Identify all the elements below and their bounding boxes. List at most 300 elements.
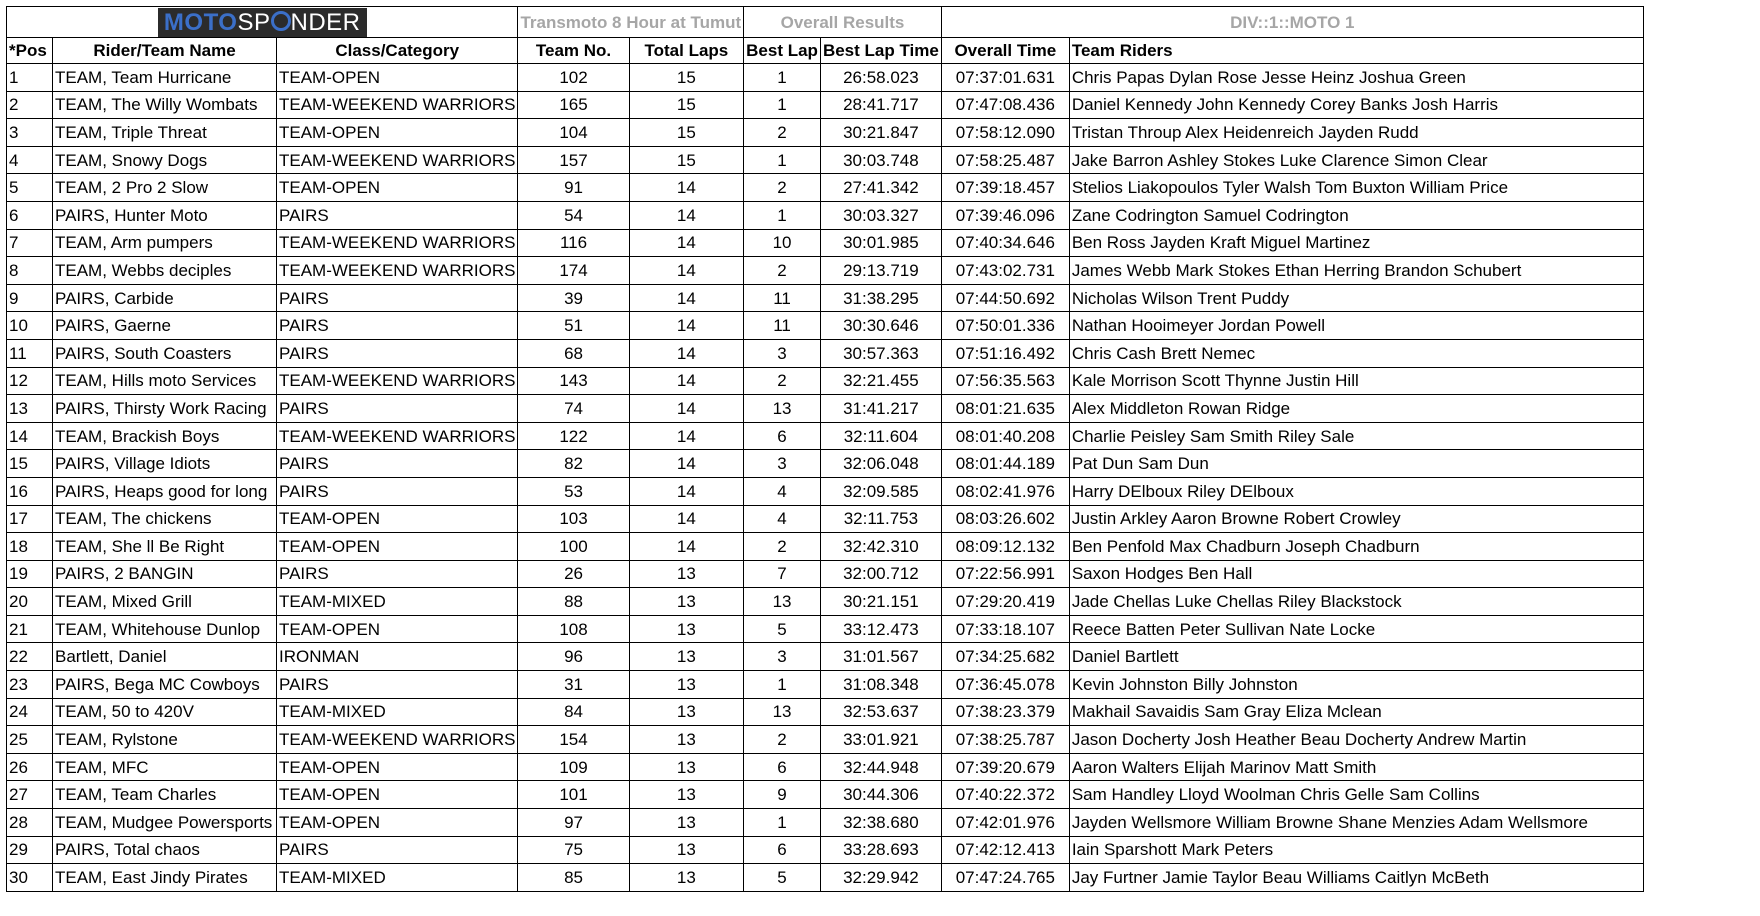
- cell-name: TEAM, MFC: [53, 753, 277, 781]
- cell-team-no: 97: [518, 809, 629, 837]
- cell-team-no: 174: [518, 257, 629, 285]
- cell-best-lap-time: 32:29.942: [820, 864, 941, 892]
- cell-best-lap-time: 32:42.310: [820, 533, 941, 561]
- cell-class: TEAM-OPEN: [277, 505, 518, 533]
- cell-best-lap: 6: [744, 753, 821, 781]
- table-row: [7, 257, 1644, 285]
- col-header-overall-time: Overall Time: [941, 38, 1069, 64]
- cell-best-lap-time: 30:03.327: [820, 201, 941, 229]
- table-row: [7, 615, 1644, 643]
- cell-team-no: 91: [518, 174, 629, 202]
- cell-team-riders: Saxon Hodges Ben Hall: [1069, 560, 1643, 588]
- cell-team-no: 143: [518, 367, 629, 395]
- cell-pos: 13: [7, 395, 53, 423]
- cell-team-riders: Charlie Peisley Sam Smith Riley Sale: [1069, 422, 1643, 450]
- cell-total-laps: 14: [629, 450, 744, 478]
- table-row: [7, 229, 1644, 257]
- cell-overall-time: 07:42:12.413: [941, 836, 1069, 864]
- cell-total-laps: 14: [629, 312, 744, 340]
- cell-overall-time: 07:39:18.457: [941, 174, 1069, 202]
- cell-team-riders: Jake Barron Ashley Stokes Luke Clarence Simon Clear: [1069, 146, 1643, 174]
- cell-total-laps: 13: [629, 781, 744, 809]
- cell-total-laps: 14: [629, 284, 744, 312]
- cell-best-lap: 1: [744, 146, 821, 174]
- cell-best-lap: 3: [744, 450, 821, 478]
- cell-overall-time: 07:39:20.679: [941, 753, 1069, 781]
- cell-team-riders: Alex Middleton Rowan Ridge: [1069, 395, 1643, 423]
- cell-team-no: 51: [518, 312, 629, 340]
- cell-class: TEAM-OPEN: [277, 64, 518, 92]
- cell-overall-time: 08:03:26.602: [941, 505, 1069, 533]
- cell-best-lap: 11: [744, 312, 821, 340]
- cell-class: TEAM-WEEKEND WARRIORS: [277, 422, 518, 450]
- cell-name: TEAM, Webbs deciples: [53, 257, 277, 285]
- table-row: [7, 698, 1644, 726]
- cell-overall-time: 07:34:25.682: [941, 643, 1069, 671]
- cell-team-riders: Aaron Walters Elijah Marinov Matt Smith: [1069, 753, 1643, 781]
- table-row: [7, 477, 1644, 505]
- cell-best-lap: 7: [744, 560, 821, 588]
- cell-best-lap: 1: [744, 809, 821, 837]
- cell-class: PAIRS: [277, 671, 518, 699]
- cell-pos: 7: [7, 229, 53, 257]
- cell-overall-time: 07:39:46.096: [941, 201, 1069, 229]
- cell-pos: 17: [7, 505, 53, 533]
- table-row: [7, 781, 1644, 809]
- cell-class: TEAM-OPEN: [277, 781, 518, 809]
- cell-pos: 5: [7, 174, 53, 202]
- cell-team-riders: Reece Batten Peter Sullivan Nate Locke: [1069, 615, 1643, 643]
- cell-team-riders: Ben Ross Jayden Kraft Miguel Martinez: [1069, 229, 1643, 257]
- cell-team-no: 85: [518, 864, 629, 892]
- cell-name: TEAM, The chickens: [53, 505, 277, 533]
- cell-team-no: 116: [518, 229, 629, 257]
- cell-total-laps: 14: [629, 422, 744, 450]
- results-title: Overall Results: [744, 7, 942, 38]
- cell-pos: 21: [7, 615, 53, 643]
- cell-team-riders: Sam Handley Lloyd Woolman Chris Gelle Sam Collins: [1069, 781, 1643, 809]
- cell-name: PAIRS, Thirsty Work Racing: [53, 395, 277, 423]
- table-row: [7, 91, 1644, 119]
- cell-class: TEAM-WEEKEND WARRIORS: [277, 726, 518, 754]
- cell-class: TEAM-OPEN: [277, 753, 518, 781]
- event-title: Transmoto 8 Hour at Tumut: [518, 7, 744, 38]
- cell-pos: 16: [7, 477, 53, 505]
- cell-overall-time: 07:33:18.107: [941, 615, 1069, 643]
- cell-name: PAIRS, 2 BANGIN: [53, 560, 277, 588]
- title-row: [7, 7, 1644, 38]
- cell-best-lap-time: 32:11.753: [820, 505, 941, 533]
- cell-name: PAIRS, Village Idiots: [53, 450, 277, 478]
- cell-best-lap-time: 27:41.342: [820, 174, 941, 202]
- cell-class: TEAM-WEEKEND WARRIORS: [277, 257, 518, 285]
- cell-pos: 3: [7, 119, 53, 147]
- table-row: [7, 450, 1644, 478]
- cell-best-lap-time: 31:08.348: [820, 671, 941, 699]
- col-header-pos: *Pos: [7, 38, 53, 64]
- cell-class: PAIRS: [277, 450, 518, 478]
- cell-overall-time: 08:01:40.208: [941, 422, 1069, 450]
- cell-total-laps: 15: [629, 64, 744, 92]
- cell-name: TEAM, Mixed Grill: [53, 588, 277, 616]
- table-row: [7, 533, 1644, 561]
- cell-best-lap-time: 28:41.717: [820, 91, 941, 119]
- cell-best-lap-time: 31:01.567: [820, 643, 941, 671]
- cell-total-laps: 14: [629, 339, 744, 367]
- table-row: [7, 753, 1644, 781]
- cell-overall-time: 07:38:25.787: [941, 726, 1069, 754]
- cell-team-riders: Kale Morrison Scott Thynne Justin Hill: [1069, 367, 1643, 395]
- cell-class: PAIRS: [277, 284, 518, 312]
- cell-total-laps: 14: [629, 367, 744, 395]
- cell-overall-time: 07:47:24.765: [941, 864, 1069, 892]
- table-row: [7, 201, 1644, 229]
- cell-name: TEAM, Snowy Dogs: [53, 146, 277, 174]
- cell-class: PAIRS: [277, 201, 518, 229]
- table-row: [7, 643, 1644, 671]
- cell-class: TEAM-MIXED: [277, 698, 518, 726]
- cell-pos: 27: [7, 781, 53, 809]
- table-row: [7, 726, 1644, 754]
- cell-best-lap-time: 30:21.847: [820, 119, 941, 147]
- table-row: [7, 312, 1644, 340]
- cell-best-lap: 11: [744, 284, 821, 312]
- cell-team-no: 109: [518, 753, 629, 781]
- motosponder-logo: MOTOSP NDER: [158, 8, 367, 37]
- cell-class: PAIRS: [277, 477, 518, 505]
- cell-overall-time: 07:51:16.492: [941, 339, 1069, 367]
- cell-team-riders: Stelios Liakopoulos Tyler Walsh Tom Buxton William Price: [1069, 174, 1643, 202]
- cell-total-laps: 14: [629, 257, 744, 285]
- cell-overall-time: 07:40:34.646: [941, 229, 1069, 257]
- cell-pos: 18: [7, 533, 53, 561]
- logo-ring-icon: [271, 11, 291, 31]
- cell-class: TEAM-WEEKEND WARRIORS: [277, 367, 518, 395]
- cell-best-lap: 1: [744, 64, 821, 92]
- cell-best-lap-time: 29:13.719: [820, 257, 941, 285]
- cell-pos: 28: [7, 809, 53, 837]
- cell-pos: 26: [7, 753, 53, 781]
- col-header-total-laps: Total Laps: [629, 38, 744, 64]
- cell-pos: 6: [7, 201, 53, 229]
- cell-best-lap-time: 30:03.748: [820, 146, 941, 174]
- cell-overall-time: 07:47:08.436: [941, 91, 1069, 119]
- cell-name: TEAM, Brackish Boys: [53, 422, 277, 450]
- cell-best-lap: 13: [744, 395, 821, 423]
- cell-best-lap: 4: [744, 505, 821, 533]
- cell-class: TEAM-MIXED: [277, 864, 518, 892]
- cell-class: TEAM-OPEN: [277, 533, 518, 561]
- cell-class: TEAM-MIXED: [277, 588, 518, 616]
- cell-total-laps: 15: [629, 119, 744, 147]
- cell-name: TEAM, Rylstone: [53, 726, 277, 754]
- cell-team-no: 157: [518, 146, 629, 174]
- cell-pos: 23: [7, 671, 53, 699]
- cell-best-lap-time: 32:38.680: [820, 809, 941, 837]
- cell-overall-time: 07:40:22.372: [941, 781, 1069, 809]
- cell-total-laps: 13: [629, 809, 744, 837]
- cell-team-no: 101: [518, 781, 629, 809]
- cell-overall-time: 08:01:21.635: [941, 395, 1069, 423]
- cell-team-no: 100: [518, 533, 629, 561]
- cell-name: PAIRS, South Coasters: [53, 339, 277, 367]
- cell-team-riders: Iain Sparshott Mark Peters: [1069, 836, 1643, 864]
- cell-team-riders: Jayden Wellsmore William Browne Shane Menzies Adam Wellsmore: [1069, 809, 1643, 837]
- cell-team-riders: Harry DElboux Riley DElboux: [1069, 477, 1643, 505]
- cell-best-lap: 2: [744, 367, 821, 395]
- cell-best-lap-time: 33:12.473: [820, 615, 941, 643]
- cell-team-riders: Kevin Johnston Billy Johnston: [1069, 671, 1643, 699]
- col-header-team-riders: Team Riders: [1069, 38, 1643, 64]
- cell-total-laps: 13: [629, 560, 744, 588]
- table-row: [7, 422, 1644, 450]
- results-table: [6, 6, 1644, 892]
- cell-pos: 29: [7, 836, 53, 864]
- cell-class: TEAM-WEEKEND WARRIORS: [277, 146, 518, 174]
- cell-pos: 22: [7, 643, 53, 671]
- cell-best-lap: 1: [744, 91, 821, 119]
- cell-best-lap: 1: [744, 671, 821, 699]
- cell-team-riders: James Webb Mark Stokes Ethan Herring Brandon Schubert: [1069, 257, 1643, 285]
- cell-team-no: 108: [518, 615, 629, 643]
- cell-team-no: 96: [518, 643, 629, 671]
- cell-team-riders: Justin Arkley Aaron Browne Robert Crowley: [1069, 505, 1643, 533]
- cell-total-laps: 15: [629, 146, 744, 174]
- cell-pos: 24: [7, 698, 53, 726]
- cell-total-laps: 13: [629, 671, 744, 699]
- cell-team-no: 165: [518, 91, 629, 119]
- cell-class: PAIRS: [277, 836, 518, 864]
- cell-best-lap: 10: [744, 229, 821, 257]
- cell-pos: 8: [7, 257, 53, 285]
- cell-name: TEAM, Team Charles: [53, 781, 277, 809]
- cell-name: TEAM, She ll Be Right: [53, 533, 277, 561]
- cell-overall-time: 07:37:01.631: [941, 64, 1069, 92]
- cell-best-lap: 2: [744, 119, 821, 147]
- cell-team-no: 54: [518, 201, 629, 229]
- cell-best-lap: 1: [744, 201, 821, 229]
- cell-best-lap-time: 30:01.985: [820, 229, 941, 257]
- cell-name: TEAM, East Jindy Pirates: [53, 864, 277, 892]
- column-header-row: [7, 38, 1644, 64]
- table-row: [7, 367, 1644, 395]
- cell-overall-time: 07:38:23.379: [941, 698, 1069, 726]
- cell-class: TEAM-WEEKEND WARRIORS: [277, 91, 518, 119]
- cell-name: TEAM, Arm pumpers: [53, 229, 277, 257]
- cell-best-lap: 3: [744, 643, 821, 671]
- cell-best-lap: 5: [744, 615, 821, 643]
- cell-team-no: 26: [518, 560, 629, 588]
- cell-best-lap-time: 32:09.585: [820, 477, 941, 505]
- cell-class: TEAM-OPEN: [277, 119, 518, 147]
- cell-class: PAIRS: [277, 395, 518, 423]
- cell-pos: 1: [7, 64, 53, 92]
- cell-team-riders: Ben Penfold Max Chadburn Joseph Chadburn: [1069, 533, 1643, 561]
- cell-total-laps: 13: [629, 615, 744, 643]
- cell-best-lap-time: 31:38.295: [820, 284, 941, 312]
- cell-total-laps: 14: [629, 229, 744, 257]
- cell-name: PAIRS, Total chaos: [53, 836, 277, 864]
- cell-best-lap-time: 32:00.712: [820, 560, 941, 588]
- cell-name: TEAM, Whitehouse Dunlop: [53, 615, 277, 643]
- cell-total-laps: 14: [629, 533, 744, 561]
- cell-team-no: 53: [518, 477, 629, 505]
- cell-best-lap: 2: [744, 257, 821, 285]
- cell-team-riders: Daniel Kennedy John Kennedy Corey Banks Josh Harris: [1069, 91, 1643, 119]
- table-row: [7, 119, 1644, 147]
- cell-name: TEAM, Mudgee Powersports: [53, 809, 277, 837]
- col-header-team-no: Team No.: [518, 38, 629, 64]
- cell-name: TEAM, Hills moto Services: [53, 367, 277, 395]
- cell-best-lap-time: 32:11.604: [820, 422, 941, 450]
- cell-best-lap-time: 31:41.217: [820, 395, 941, 423]
- cell-team-no: 84: [518, 698, 629, 726]
- division-title: DIV::1::MOTO 1: [941, 7, 1643, 38]
- cell-total-laps: 15: [629, 91, 744, 119]
- cell-pos: 10: [7, 312, 53, 340]
- cell-best-lap-time: 30:57.363: [820, 339, 941, 367]
- cell-team-no: 122: [518, 422, 629, 450]
- table-row: [7, 836, 1644, 864]
- cell-overall-time: 07:42:01.976: [941, 809, 1069, 837]
- cell-best-lap: 13: [744, 698, 821, 726]
- cell-overall-time: 07:58:25.487: [941, 146, 1069, 174]
- cell-best-lap: 2: [744, 533, 821, 561]
- cell-name: Bartlett, Daniel: [53, 643, 277, 671]
- cell-pos: 4: [7, 146, 53, 174]
- cell-best-lap: 5: [744, 864, 821, 892]
- cell-pos: 9: [7, 284, 53, 312]
- table-row: [7, 146, 1644, 174]
- cell-total-laps: 13: [629, 726, 744, 754]
- cell-overall-time: 07:44:50.692: [941, 284, 1069, 312]
- cell-team-no: 74: [518, 395, 629, 423]
- cell-class: TEAM-OPEN: [277, 615, 518, 643]
- cell-team-no: 102: [518, 64, 629, 92]
- cell-team-no: 31: [518, 671, 629, 699]
- table-row: [7, 671, 1644, 699]
- table-row: [7, 339, 1644, 367]
- cell-pos: 2: [7, 91, 53, 119]
- cell-class: TEAM-WEEKEND WARRIORS: [277, 229, 518, 257]
- cell-overall-time: 08:01:44.189: [941, 450, 1069, 478]
- cell-pos: 20: [7, 588, 53, 616]
- cell-best-lap: 6: [744, 422, 821, 450]
- cell-best-lap: 13: [744, 588, 821, 616]
- cell-pos: 19: [7, 560, 53, 588]
- cell-best-lap: 4: [744, 477, 821, 505]
- cell-name: PAIRS, Hunter Moto: [53, 201, 277, 229]
- cell-total-laps: 14: [629, 505, 744, 533]
- cell-total-laps: 14: [629, 201, 744, 229]
- cell-total-laps: 14: [629, 477, 744, 505]
- cell-best-lap-time: 26:58.023: [820, 64, 941, 92]
- cell-name: PAIRS, Carbide: [53, 284, 277, 312]
- cell-overall-time: 08:02:41.976: [941, 477, 1069, 505]
- cell-total-laps: 13: [629, 698, 744, 726]
- cell-overall-time: 07:56:35.563: [941, 367, 1069, 395]
- cell-best-lap: 2: [744, 174, 821, 202]
- cell-team-no: 103: [518, 505, 629, 533]
- cell-best-lap-time: 33:28.693: [820, 836, 941, 864]
- table-row: [7, 809, 1644, 837]
- cell-team-riders: Jay Furtner Jamie Taylor Beau Williams Caitlyn McBeth: [1069, 864, 1643, 892]
- cell-name: PAIRS, Gaerne: [53, 312, 277, 340]
- cell-team-riders: Pat Dun Sam Dun: [1069, 450, 1643, 478]
- cell-overall-time: 07:36:45.078: [941, 671, 1069, 699]
- cell-team-riders: Daniel Bartlett: [1069, 643, 1643, 671]
- cell-name: PAIRS, Heaps good for long: [53, 477, 277, 505]
- cell-team-no: 39: [518, 284, 629, 312]
- cell-pos: 25: [7, 726, 53, 754]
- cell-team-riders: Jason Docherty Josh Heather Beau Docherty Andrew Martin: [1069, 726, 1643, 754]
- cell-overall-time: 07:29:20.419: [941, 588, 1069, 616]
- cell-best-lap: 6: [744, 836, 821, 864]
- cell-overall-time: 07:50:01.336: [941, 312, 1069, 340]
- cell-overall-time: 07:43:02.731: [941, 257, 1069, 285]
- cell-class: PAIRS: [277, 339, 518, 367]
- cell-team-riders: Chris Cash Brett Nemec: [1069, 339, 1643, 367]
- cell-name: TEAM, Team Hurricane: [53, 64, 277, 92]
- cell-total-laps: 13: [629, 836, 744, 864]
- cell-team-no: 68: [518, 339, 629, 367]
- cell-team-riders: Nicholas Wilson Trent Puddy: [1069, 284, 1643, 312]
- cell-best-lap: 2: [744, 726, 821, 754]
- cell-team-riders: Zane Codrington Samuel Codrington: [1069, 201, 1643, 229]
- cell-team-riders: Jade Chellas Luke Chellas Riley Blackstock: [1069, 588, 1643, 616]
- cell-best-lap-time: 32:44.948: [820, 753, 941, 781]
- col-header-best-lap: Best Lap: [744, 38, 821, 64]
- cell-name: TEAM, The Willy Wombats: [53, 91, 277, 119]
- col-header-class: Class/Category: [277, 38, 518, 64]
- table-row: [7, 588, 1644, 616]
- cell-team-riders: Chris Papas Dylan Rose Jesse Heinz Joshua Green: [1069, 64, 1643, 92]
- cell-best-lap-time: 32:06.048: [820, 450, 941, 478]
- cell-team-riders: Nathan Hooimeyer Jordan Powell: [1069, 312, 1643, 340]
- table-row: [7, 284, 1644, 312]
- cell-team-no: 82: [518, 450, 629, 478]
- table-row: [7, 64, 1644, 92]
- cell-best-lap-time: 30:30.646: [820, 312, 941, 340]
- cell-class: IRONMAN: [277, 643, 518, 671]
- cell-name: TEAM, 2 Pro 2 Slow: [53, 174, 277, 202]
- cell-best-lap: 9: [744, 781, 821, 809]
- table-row: [7, 505, 1644, 533]
- cell-name: PAIRS, Bega MC Cowboys: [53, 671, 277, 699]
- cell-pos: 15: [7, 450, 53, 478]
- cell-pos: 12: [7, 367, 53, 395]
- cell-pos: 11: [7, 339, 53, 367]
- cell-best-lap-time: 32:21.455: [820, 367, 941, 395]
- cell-total-laps: 13: [629, 864, 744, 892]
- cell-total-laps: 13: [629, 643, 744, 671]
- table-row: [7, 560, 1644, 588]
- cell-overall-time: 07:58:12.090: [941, 119, 1069, 147]
- col-header-best-lap-time: Best Lap Time: [820, 38, 941, 64]
- cell-total-laps: 13: [629, 588, 744, 616]
- table-row: [7, 864, 1644, 892]
- cell-best-lap: 3: [744, 339, 821, 367]
- col-header-name: Rider/Team Name: [53, 38, 277, 64]
- cell-team-no: 75: [518, 836, 629, 864]
- cell-pos: 30: [7, 864, 53, 892]
- cell-total-laps: 14: [629, 174, 744, 202]
- cell-best-lap-time: 32:53.637: [820, 698, 941, 726]
- cell-total-laps: 14: [629, 395, 744, 423]
- cell-pos: 14: [7, 422, 53, 450]
- cell-team-riders: Tristan Throup Alex Heidenreich Jayden Rudd: [1069, 119, 1643, 147]
- cell-class: PAIRS: [277, 560, 518, 588]
